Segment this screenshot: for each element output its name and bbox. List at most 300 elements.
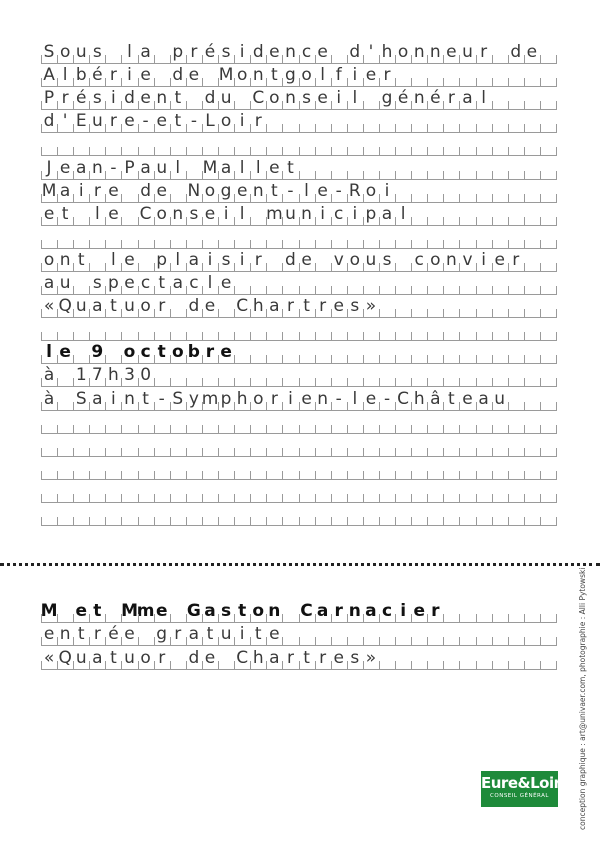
grid-cell	[524, 226, 540, 249]
grid-cell	[57, 480, 73, 503]
grid-cell	[395, 133, 411, 156]
grid-cell: d	[121, 87, 137, 110]
grid-end-tick	[556, 286, 557, 295]
grid-cell	[234, 318, 250, 341]
grid-cell	[459, 411, 475, 434]
grid-cell: C	[300, 601, 313, 621]
grid-cell	[154, 41, 170, 64]
grid-cell	[41, 457, 57, 480]
grid-cell: u	[121, 295, 137, 318]
grid-cell	[443, 600, 459, 623]
grid-cell	[105, 318, 121, 341]
invitation-grid-line	[41, 295, 558, 318]
grid-cell: b	[187, 342, 200, 363]
grid-cell	[508, 457, 524, 480]
grid-cell	[170, 364, 186, 387]
grid-cell: «	[41, 295, 57, 318]
grid-cell: l	[234, 203, 250, 226]
grid-cell: o	[41, 249, 57, 272]
grid-cell	[459, 503, 475, 526]
grid-cell	[540, 226, 556, 249]
grid-cell	[476, 457, 492, 480]
invitation-grid-line	[41, 64, 558, 87]
grid-cell: r	[476, 41, 492, 64]
grid-cell: '	[57, 110, 73, 133]
grid-cell	[427, 457, 443, 480]
grid-cell	[186, 133, 202, 156]
grid-cell: à	[41, 388, 57, 411]
grid-cell	[427, 295, 443, 318]
grid-cell	[459, 180, 475, 203]
grid-cell: t	[299, 295, 315, 318]
grid-cell: l	[476, 87, 492, 110]
grid-cell: C	[234, 295, 250, 318]
grid-cell	[315, 110, 331, 133]
grid-cell: c	[186, 272, 202, 295]
grid-cell: n	[315, 388, 331, 411]
grid-cell	[331, 434, 347, 457]
grid-cell	[154, 457, 170, 480]
grid-cell	[282, 110, 298, 133]
grid-cell	[218, 318, 234, 341]
grid-cell: S	[170, 388, 186, 411]
grid-cell: n	[411, 41, 427, 64]
grid-cell	[331, 457, 347, 480]
grid-cell	[540, 411, 556, 434]
grid-cell	[411, 157, 427, 180]
grid-cell	[524, 157, 540, 180]
grid-cell	[218, 434, 234, 457]
grid-cell: r	[105, 64, 121, 87]
grid-cell	[459, 647, 475, 670]
grid-cell	[89, 457, 105, 480]
grid-cell: -	[331, 388, 347, 411]
grid-cell	[476, 434, 492, 457]
grid-cell	[89, 133, 105, 156]
grid-cell: E	[73, 110, 89, 133]
grid-cell	[57, 133, 73, 156]
invitation-grid-line	[41, 272, 558, 295]
grid-cell: d	[282, 249, 298, 272]
grid-cell	[299, 434, 315, 457]
grid-cell	[331, 157, 347, 180]
grid-cell	[266, 318, 282, 341]
grid-cell: l	[121, 41, 137, 64]
grid-cell	[347, 480, 363, 503]
grid-cell: o	[250, 600, 266, 623]
grid-cell	[524, 623, 540, 646]
grid-cell	[492, 480, 508, 503]
grid-cell: a	[138, 157, 154, 180]
grid-cell: l	[299, 180, 315, 203]
grid-cell	[266, 411, 282, 434]
grid-cell: h	[411, 388, 427, 411]
grid-cell: a	[186, 623, 202, 646]
grid-cell	[41, 226, 57, 249]
grid-end-tick	[556, 78, 557, 87]
grid-cell	[234, 457, 250, 480]
grid-cell: »	[363, 295, 379, 318]
grid-cell	[89, 503, 105, 526]
grid-cell	[315, 318, 331, 341]
grid-end-tick	[556, 661, 557, 670]
grid-cell: t	[73, 249, 89, 272]
grid-cell	[508, 203, 524, 226]
grid-cell	[57, 411, 73, 434]
grid-cell: l	[202, 272, 218, 295]
grid-cell	[492, 318, 508, 341]
grid-cell	[395, 480, 411, 503]
grid-cell	[234, 364, 250, 387]
grid-cell	[266, 341, 282, 364]
grid-cell	[234, 341, 250, 364]
invitation-grid-line	[41, 180, 558, 203]
grid-cell: e	[73, 600, 89, 623]
grid-cell	[459, 600, 475, 623]
grid-cell: '	[363, 41, 379, 64]
grid-cell: a	[57, 180, 73, 203]
grid-cell: u	[492, 388, 508, 411]
grid-cell	[347, 434, 363, 457]
grid-cell: A	[41, 64, 57, 87]
grid-cell: n	[282, 41, 298, 64]
grid-cell: u	[154, 157, 170, 180]
grid-cell	[218, 457, 234, 480]
grid-cell: r	[331, 600, 347, 623]
grid-cell	[363, 434, 379, 457]
grid-cell	[347, 226, 363, 249]
grid-cell	[282, 364, 298, 387]
grid-cell	[459, 157, 475, 180]
grid-cell: e	[443, 41, 459, 64]
grid-cell: a	[266, 647, 282, 670]
grid-cell: v	[331, 249, 347, 272]
grid-cell	[411, 434, 427, 457]
grid-cell: a	[186, 249, 202, 272]
invitation-grid-line	[41, 364, 558, 387]
grid-cell	[443, 411, 459, 434]
grid-cell	[492, 110, 508, 133]
grid-cell	[250, 411, 266, 434]
grid-cell: M	[218, 65, 234, 86]
grid-cell: c	[379, 600, 395, 623]
grid-cell	[347, 503, 363, 526]
grid-cell	[234, 226, 250, 249]
grid-cell: C	[395, 388, 411, 411]
grid-cell	[105, 600, 121, 623]
grid-cell	[395, 157, 411, 180]
grid-cell	[266, 226, 282, 249]
grid-cell	[138, 133, 154, 156]
grid-cell	[299, 457, 315, 480]
grid-cell	[540, 295, 556, 318]
grid-cell	[170, 411, 186, 434]
grid-cell: s	[186, 203, 202, 226]
grid-cell	[379, 480, 395, 503]
grid-cell	[476, 226, 492, 249]
grid-cell	[395, 64, 411, 87]
grid-cell	[57, 457, 73, 480]
grid-cell	[427, 203, 443, 226]
grid-cell: s	[89, 41, 105, 64]
grid-cell	[459, 480, 475, 503]
grid-cell	[459, 434, 475, 457]
grid-cell: t	[234, 600, 250, 623]
grid-cell	[218, 295, 234, 318]
grid-cell: t	[105, 647, 121, 670]
grid-cell: N	[187, 180, 201, 201]
grid-cell	[395, 180, 411, 203]
grid-cell: p	[154, 249, 170, 272]
grid-cell	[154, 226, 170, 249]
grid-cell	[427, 341, 443, 364]
grid-cell: s	[218, 600, 234, 623]
grid-cell	[540, 180, 556, 203]
grid-cell	[105, 41, 121, 64]
grid-cell: u	[282, 203, 298, 226]
grid-cell: o	[363, 180, 379, 203]
invitation-grid-line	[41, 388, 558, 411]
grid-cell: e	[266, 623, 282, 646]
grid-cell	[315, 503, 331, 526]
grid-cell: a	[459, 87, 475, 110]
grid-cell	[443, 364, 459, 387]
invitation-grid-line	[41, 480, 558, 503]
grid-cell: e	[138, 64, 154, 87]
grid-cell: S	[73, 388, 89, 411]
grid-cell	[299, 364, 315, 387]
grid-cell	[508, 64, 524, 87]
grid-cell: e	[459, 388, 475, 411]
grid-cell: r	[250, 249, 266, 272]
grid-cell	[427, 480, 443, 503]
grid-cell: a	[73, 157, 89, 180]
grid-cell	[540, 457, 556, 480]
grid-cell: t	[266, 64, 282, 87]
grid-cell	[363, 133, 379, 156]
grid-cell	[524, 364, 540, 387]
grid-cell: o	[427, 249, 443, 272]
grid-cell	[411, 457, 427, 480]
grid-cell	[186, 457, 202, 480]
grid-cell: s	[218, 249, 234, 272]
grid-cell	[411, 272, 427, 295]
grid-cell	[540, 480, 556, 503]
grid-cell: f	[331, 64, 347, 87]
grid-cell: 9	[89, 341, 105, 364]
grid-cell	[524, 434, 540, 457]
grid-cell	[540, 157, 556, 180]
grid-cell	[492, 623, 508, 646]
grid-cell	[250, 434, 266, 457]
grid-cell	[459, 623, 475, 646]
grid-cell	[540, 110, 556, 133]
grid-cell	[282, 341, 298, 364]
grid-cell	[266, 133, 282, 156]
grid-cell	[170, 133, 186, 156]
grid-cell	[363, 503, 379, 526]
grid-cell	[331, 318, 347, 341]
grid-cell	[315, 623, 331, 646]
grid-cell	[186, 480, 202, 503]
grid-cell	[73, 226, 89, 249]
grid-cell: r	[427, 600, 443, 623]
grid-cell	[443, 203, 459, 226]
grid-cell	[347, 133, 363, 156]
grid-end-tick	[556, 378, 557, 387]
grid-cell	[379, 623, 395, 646]
grid-cell	[411, 623, 427, 646]
grid-cell	[347, 364, 363, 387]
grid-cell	[170, 600, 186, 623]
grid-cell	[427, 133, 443, 156]
grid-cell: n	[57, 249, 73, 272]
grid-cell	[154, 64, 170, 87]
grid-cell	[508, 272, 524, 295]
grid-cell	[41, 411, 57, 434]
grid-cell	[186, 503, 202, 526]
grid-cell: t	[250, 623, 266, 646]
grid-cell	[411, 226, 427, 249]
grid-cell: e	[186, 64, 202, 87]
grid-cell: h	[105, 364, 121, 387]
grid-cell: b	[73, 64, 89, 87]
grid-cell	[57, 318, 73, 341]
grid-cell: e	[363, 64, 379, 87]
grid-cell	[540, 364, 556, 387]
grid-cell	[508, 388, 524, 411]
invitation-grid-line	[41, 157, 558, 180]
grid-cell	[476, 503, 492, 526]
grid-cell: i	[476, 249, 492, 272]
grid-cell	[411, 133, 427, 156]
grid-cell: é	[395, 87, 411, 110]
grid-cell	[395, 647, 411, 670]
grid-cell	[57, 434, 73, 457]
grid-cell: a	[218, 157, 234, 180]
grid-cell	[508, 157, 524, 180]
grid-cell	[170, 457, 186, 480]
grid-cell: i	[234, 110, 250, 133]
grid-end-tick	[556, 494, 557, 503]
grid-cell: P	[121, 157, 137, 180]
grid-cell	[524, 272, 540, 295]
grid-cell	[476, 341, 492, 364]
grid-cell	[315, 133, 331, 156]
grid-cell	[395, 341, 411, 364]
grid-cell: s	[218, 41, 234, 64]
design-credit: conception graphique : art@univaer.com, photographie : Alli Pytowski	[578, 567, 587, 830]
grid-cell	[476, 272, 492, 295]
grid-cell: a	[476, 388, 492, 411]
grid-cell	[443, 503, 459, 526]
grid-cell	[170, 503, 186, 526]
grid-cell: l	[234, 157, 250, 180]
grid-cell: s	[89, 87, 105, 110]
grid-cell	[508, 180, 524, 203]
grid-cell	[508, 364, 524, 387]
grid-cell: n	[299, 203, 315, 226]
grid-cell	[73, 272, 89, 295]
grid-cell: e	[299, 249, 315, 272]
grid-cell: e	[299, 388, 315, 411]
grid-cell	[443, 110, 459, 133]
grid-cell	[379, 411, 395, 434]
grid-cell	[266, 457, 282, 480]
grid-cell: t	[299, 647, 315, 670]
grid-cell	[186, 364, 202, 387]
grid-cell: d	[202, 87, 218, 110]
grid-cell	[282, 600, 298, 623]
grid-cell: e	[121, 272, 137, 295]
grid-cell	[121, 203, 137, 226]
grid-cell	[492, 364, 508, 387]
grid-cell: r	[266, 388, 282, 411]
grid-cell: m	[266, 203, 283, 224]
grid-cell: R	[347, 180, 363, 203]
grid-cell	[234, 87, 250, 110]
grid-cell: e	[266, 41, 282, 64]
grid-cell	[218, 133, 234, 156]
grid-cell	[154, 434, 170, 457]
grid-cell	[218, 226, 234, 249]
grid-cell: t	[57, 203, 73, 226]
grid-cell	[492, 133, 508, 156]
grid-cell	[476, 623, 492, 646]
grid-cell: u	[57, 272, 73, 295]
grid-cell: e	[202, 647, 218, 670]
grid-cell	[476, 647, 492, 670]
grid-cell: l	[57, 64, 73, 87]
grid-cell: u	[121, 647, 137, 670]
grid-cell: r	[154, 295, 170, 318]
grid-cell: a	[266, 295, 282, 318]
grid-cell	[282, 457, 298, 480]
grid-cell: M	[41, 180, 57, 201]
grid-cell	[379, 341, 395, 364]
grid-cell	[73, 480, 89, 503]
grid-cell	[508, 110, 524, 133]
grid-cell: 3	[121, 364, 137, 387]
invitation-grid-line	[41, 203, 558, 226]
grid-cell	[234, 503, 250, 526]
grid-cell	[73, 457, 89, 480]
grid-cell: -	[282, 180, 298, 203]
grid-cell	[492, 600, 508, 623]
grid-cell	[443, 480, 459, 503]
grid-cell	[315, 341, 331, 364]
grid-cell	[508, 647, 524, 670]
grid-cell: y	[186, 388, 202, 411]
invitation-grid-line	[41, 249, 558, 272]
grid-cell	[154, 480, 170, 503]
grid-cell	[57, 600, 73, 623]
grid-cell: e	[57, 157, 73, 180]
grid-cell	[459, 364, 475, 387]
grid-cell	[202, 434, 218, 457]
grid-cell	[57, 503, 73, 526]
grid-cell	[395, 226, 411, 249]
grid-cell	[540, 623, 556, 646]
grid-cell: o	[266, 87, 282, 110]
grid-cell: r	[315, 295, 331, 318]
grid-end-tick	[556, 614, 557, 623]
grid-cell	[379, 272, 395, 295]
grid-cell	[427, 157, 443, 180]
grid-cell: g	[379, 87, 395, 110]
grid-cell	[202, 457, 218, 480]
grid-cell: o	[138, 295, 154, 318]
